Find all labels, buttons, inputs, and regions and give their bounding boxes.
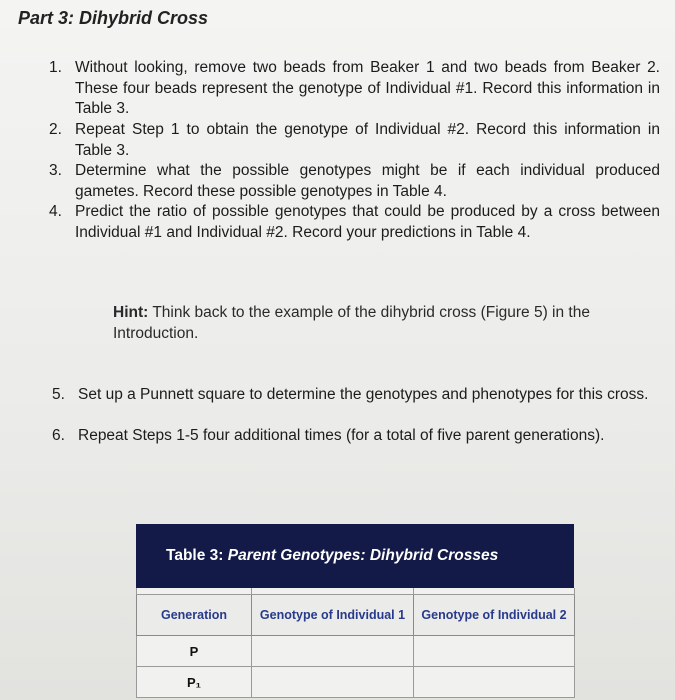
step-text: Set up a Punnett square to determine the genotypes and phenotypes for this cross. (78, 386, 649, 403)
step-text: Determine what the possible genotypes might be if each individual produced gametes. Record these possible genotypes in Table 4. (75, 162, 660, 200)
hint-text: Think back to the example of the dihybrid cross (Figure 5) in the Introduction. (113, 304, 590, 342)
step-number: 4. (49, 203, 62, 220)
step-text: Without looking, remove two beads from Beaker 1 and two beads from Beaker 2. These four beads represent the genotype of Individual #1. Record this information in Table 3. (75, 59, 660, 117)
generation-cell: P (137, 636, 252, 667)
step-number: 5. (52, 386, 65, 403)
step-number: 6. (52, 427, 65, 444)
step-2 (49, 120, 660, 161)
table-caption (136, 524, 574, 588)
step-5 (52, 385, 658, 406)
genotype-1-cell[interactable] (252, 636, 414, 667)
step-number: 3. (49, 162, 62, 179)
step-text: Repeat Step 1 to obtain the genotype of Individual #2. Record this information in Table 3. (75, 121, 660, 159)
table-row (137, 636, 575, 667)
column-header: Genotype of Individual 1 (252, 595, 414, 636)
parent-genotypes-table (136, 524, 574, 698)
table-caption-prefix: Table 3: (166, 547, 224, 564)
genotype-2-cell[interactable] (414, 636, 575, 667)
table-caption-title: Parent Genotypes: Dihybrid Crosses (227, 547, 499, 564)
step-3 (49, 161, 660, 202)
header-row (137, 595, 575, 636)
hint-label: Hint: (113, 304, 149, 321)
step-4 (49, 202, 660, 243)
step-6 (52, 426, 658, 447)
step-text: Repeat Steps 1-5 four additional times (for a total of five parent generations). (78, 427, 605, 444)
step-number: 1. (49, 59, 62, 76)
data-table (136, 588, 575, 698)
step-text: Predict the ratio of possible genotypes that could be produced by a cross between Individual #1 and Individual #2. Record your predictions in Table 4. (75, 203, 660, 241)
page-title: Part 3: Dihybrid Cross (18, 8, 209, 28)
column-header: Generation (137, 595, 252, 636)
genotype-1-cell[interactable] (252, 667, 414, 698)
table-row (137, 667, 575, 698)
hint-box (113, 302, 653, 344)
step-1 (49, 58, 660, 120)
step-number: 2. (49, 121, 62, 138)
column-header: Genotype of Individual 2 (414, 595, 575, 636)
generation-cell: P₁ (137, 667, 252, 698)
genotype-2-cell[interactable] (414, 667, 575, 698)
